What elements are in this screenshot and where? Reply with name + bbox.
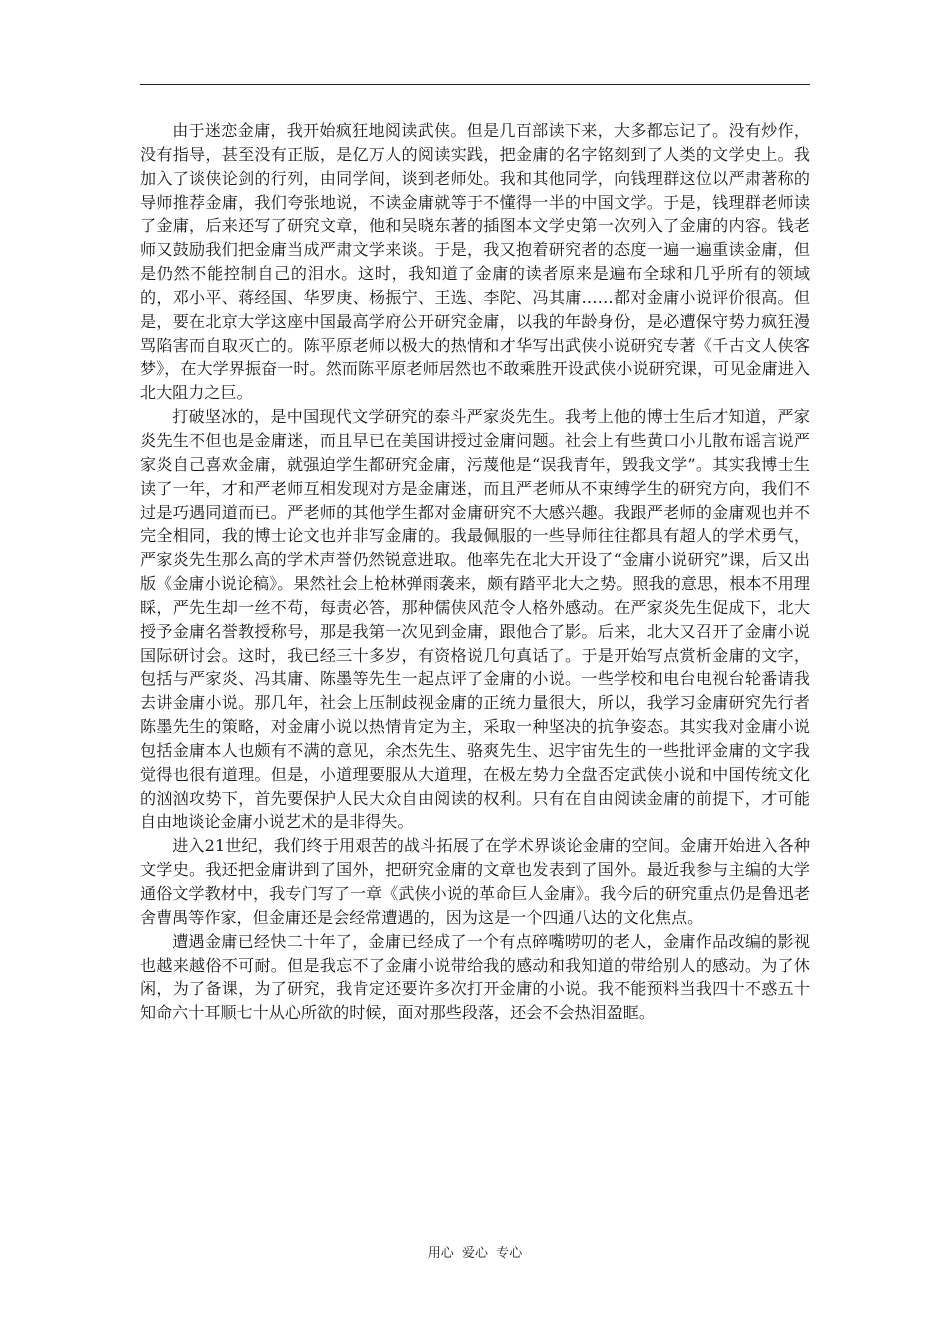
- document-body: [140, 119, 810, 1025]
- page-footer: 用心 爱心 专心: [427, 1246, 523, 1261]
- paragraph: 打破坚冰的，是中国现代文学研究的泰斗严家炎先生。我考上他的博士生后才知道，严家炎先生不但也是金庸迷，而且早已在美国讲授过金庸问题。社会上有些黄口小儿散布谣言说严家炎自己喜欢金庸，就强迫学生都研究金庸，污蔑他是“误我青年，毁我文学”。其实我博士生读了一年，才和严老师互相发现对方是金庸迷，而且严老师从不束缚学生的研究方向，我们不过是巧遇同道而已。严老师的其他学生都对金庸研究不大感兴趣。我跟严老师的金庸观也并不完全相同，我的博士论文也并非写金庸的。我最佩服的一些导师往往都具有超人的学术勇气，严家炎先生那么高的学术声誉仍然锐意进取。他率先在北大开设了“金庸小说研究”课，后又出版《金庸小说论稿》。果然社会上枪林弹雨袭来，颇有踏平北大之势。照我的意思，根本不用理睬，严先生却一丝不苟，每责必答，那种儒侠风范令人格外感动。在严家炎先生促成下，北大授予金庸名誉教授称号，那是我第一次见到金庸，跟他合了影。后来，北大又召开了金庸小说国际研讨会。这时，我已经三十多岁，有资格说几句真话了。于是开始写点赏析金庸的文字，包括与严家炎、冯其庸、陈墨等先生一起点评了金庸的小说。一些学校和电台电视台轮番请我去讲金庸小说。那几年，社会上压制歧视金庸的正统力量很大，所以，我学习金庸研究先行者陈墨先生的策略，对金庸小说以热情肯定为主，采取一种坚决的抗争姿态。其实我对金庸小说包括金庸本人也颇有不满的意见，余杰先生、骆爽先生、迟宇宙先生的一些批评金庸的文字我觉得也很有道理。但是，小道理要服从大道理，在极左势力全盘否定武侠小说和中国传统文化的汹汹攻势下，首先要保护人民大众自由阅读的权利。只有在自由阅读金庸的前提下，才可能自由地谈论金庸小说艺术的是非得失。: [140, 407, 810, 832]
- paragraph: 遭遇金庸已经快二十年了，金庸已经成了一个有点碎嘴唠叨的老人，金庸作品改编的影视也越来越俗不可耐。但是我忘不了金庸小说带给我的感动和我知道的带给别人的感动。为了休闲，为了备课，为了研究，我肯定还要许多次打开金庸的小说。我不能预料当我四十不惑五十知命六十耳顺七十从心所欲的时候，面对那些段落，还会不会热泪盈眶。: [140, 931, 810, 1023]
- header-rule: [140, 84, 810, 85]
- paragraph: 进入21世纪，我们终于用艰苦的战斗拓展了在学术界谈论金庸的空间。金庸开始进入各种文学史。我还把金庸讲到了国外，把研究金庸的文章也发表到了国外。最近我参与主编的大学通俗文学教材中，我专门写了一章《武侠小说的革命巨人金庸》。我今后的研究重点仍是鲁迅老舍曹禺等作家，但金庸还是会经常遭遇的，因为这是一个四通八达的文化焦点。: [140, 836, 810, 927]
- paragraph: 由于迷恋金庸，我开始疯狂地阅读武侠。但是几百部读下来，大多都忘记了。没有炒作，没有指导，甚至没有正版，是亿万人的阅读实践，把金庸的名字铭刻到了人类的文学史上。我加入了谈侠论剑的行列，由同学间，谈到老师处。我和其他同学，向钱理群这位以严肃著称的导师推荐金庸，我们夸张地说，不读金庸就等于不懂得一半的中国文学。于是，钱理群老师读了金庸，后来还写了研究文章，他和吴晓东著的插图本文学史第一次列入了金庸的内容。钱老师又鼓励我们把金庸当成严肃文学来谈。于是，我又抱着研究者的态度一遍一遍重读金庸，但是仍然不能控制自己的泪水。这时，我知道了金庸的读者原来是遍布全球和几乎所有的领域的，邓小平、蒋经国、华罗庚、杨振宁、王选、李陀、冯其庸……都对金庸小说评价很高。但是，要在北京大学这座中国最高学府公开研究金庸，以我的年龄身份，是必遭保守势力疯狂漫骂陷害而自取灭亡的。陈平原老师以极大的热情和才华写出武侠小说研究专著《千古文人侠客梦》，在大学界振奋一时。然而陈平原老师居然也不敢乘胜开设武侠小说研究课，可见金庸进入北大阻力之巨。: [140, 121, 810, 403]
